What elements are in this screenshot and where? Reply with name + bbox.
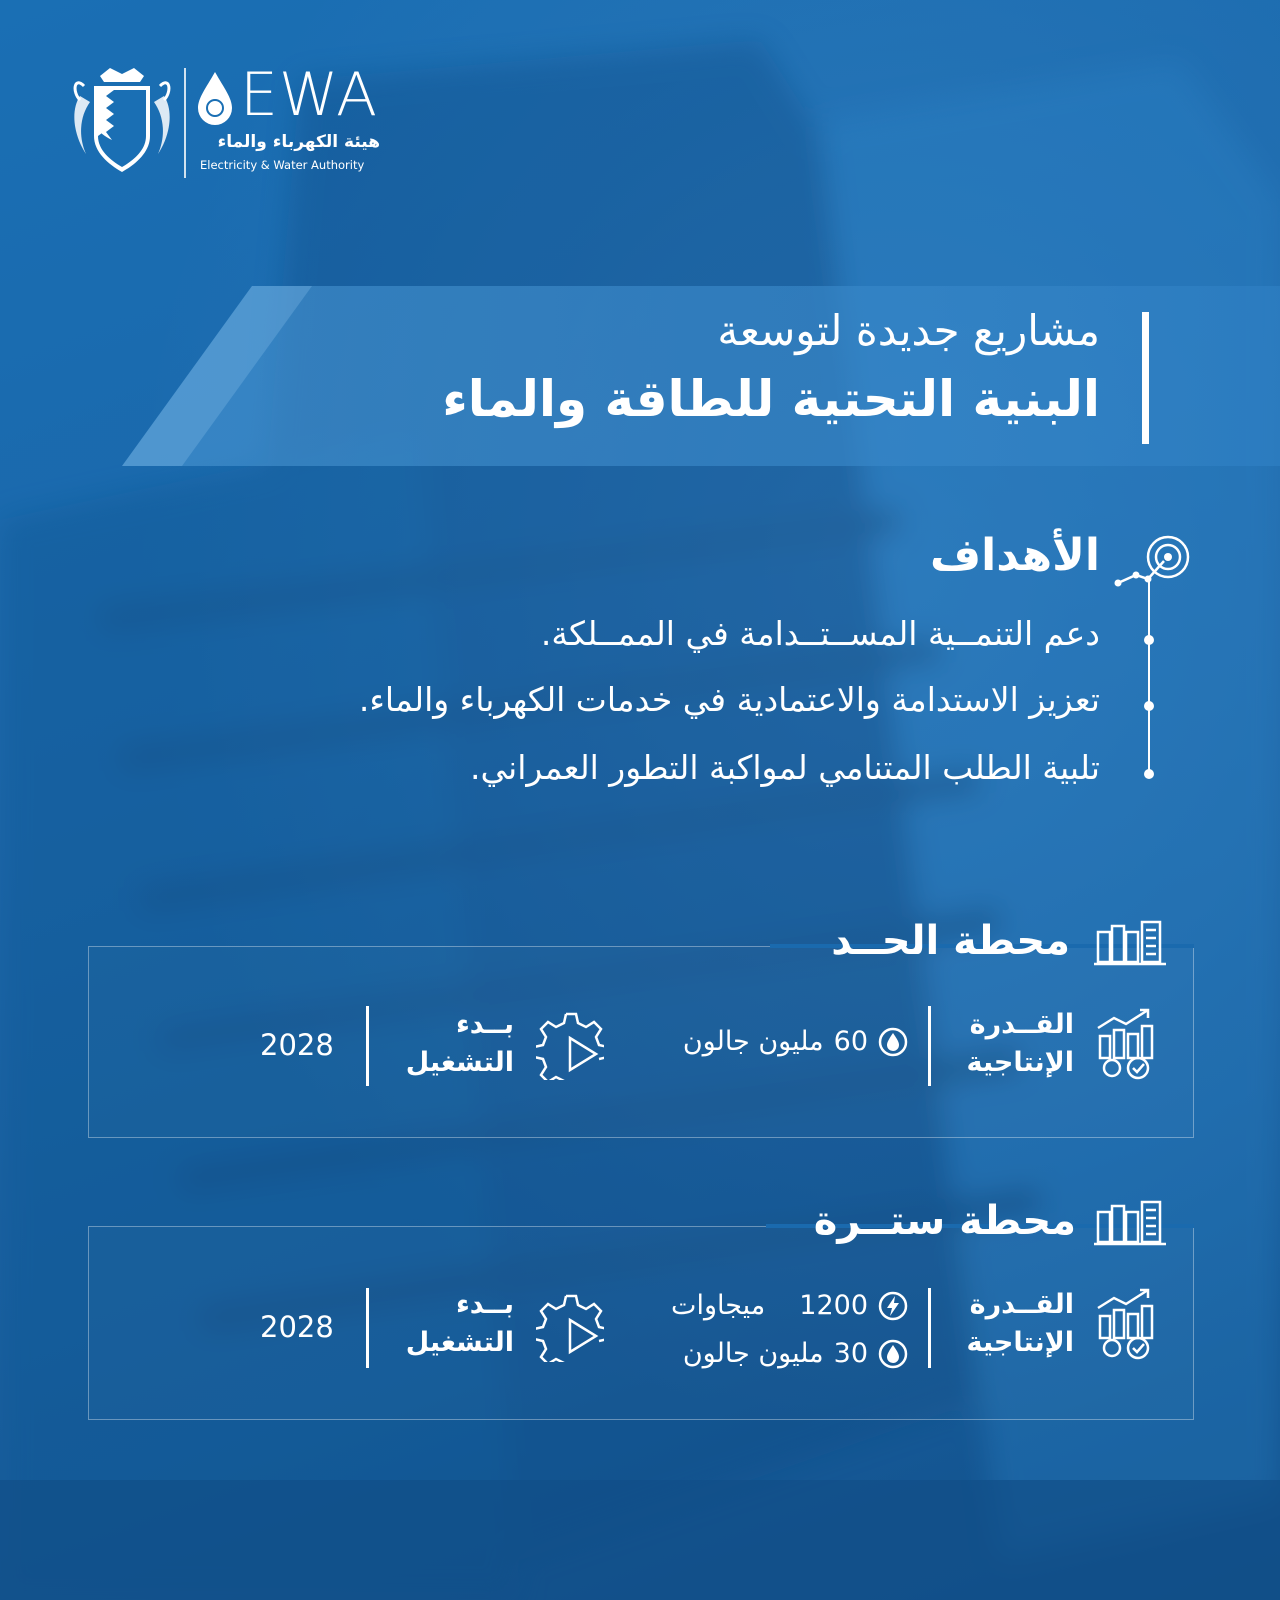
start-label [406, 1286, 514, 1362]
production-chart-icon [1094, 1286, 1160, 1362]
start-label-line-1: بــدء [456, 1289, 514, 1320]
capacity-unit: ميجاوات [671, 1290, 766, 1321]
logo-brand: EWA [240, 60, 378, 130]
water-drop-icon [878, 1339, 908, 1369]
start-label-line-1: بــدء [456, 1009, 514, 1040]
capacity-separator [928, 1288, 931, 1368]
headline-line-1: مشاريع جديدة لتوسعة [717, 306, 1100, 355]
logo-name-en: Electricity & Water Authority [200, 158, 365, 172]
goal-item: تلبية الطلب المتنامي لمواكبة التطور العمراني. [470, 748, 1100, 787]
lightning-icon [878, 1291, 908, 1321]
headline-line-2: البنية التحتية للطاقة والماء [442, 370, 1100, 428]
goal-item: تعزيز الاستدامة والاعتمادية في خدمات الكهرباء والماء. [358, 680, 1100, 719]
capacity-unit: مليون جالون [682, 1338, 824, 1369]
goals-title: الأهداف [930, 530, 1100, 581]
capacity-label-line-2: الإنتاجية [966, 1327, 1074, 1358]
start-label-line-2: التشغيل [405, 1047, 514, 1078]
capacity-label [966, 1286, 1074, 1362]
capacity-value: 30 [833, 1338, 868, 1369]
station-name: محطة الحــد [831, 918, 1070, 964]
title-accent-bar [1142, 312, 1149, 444]
start-year: 2028 [260, 1310, 334, 1344]
logo-name-ar: هيئة الكهرباء والماء [217, 132, 380, 152]
capacity-value: 1200 [799, 1290, 868, 1321]
capacity-value-row [671, 1290, 908, 1321]
capacity-label-line-1: القــدرة [969, 1009, 1074, 1040]
capacity-label-line-1: القــدرة [969, 1289, 1074, 1320]
power-plant-icon [1094, 1198, 1166, 1248]
capacity-unit: مليون جالون [682, 1026, 824, 1057]
start-year: 2028 [260, 1028, 334, 1062]
capacity-value: 60 [833, 1026, 868, 1057]
capacity-label-line-2: الإنتاجية [966, 1047, 1074, 1078]
capacity-value-row [683, 1338, 908, 1369]
gear-play-icon [536, 1292, 604, 1362]
start-label-line-2: التشغيل [405, 1327, 514, 1358]
goal-item: دعم التنمــية المســتــدامة في الممــلكة. [540, 614, 1100, 653]
start-separator [366, 1288, 369, 1368]
station-name: محطة ستــرة [813, 1198, 1076, 1244]
